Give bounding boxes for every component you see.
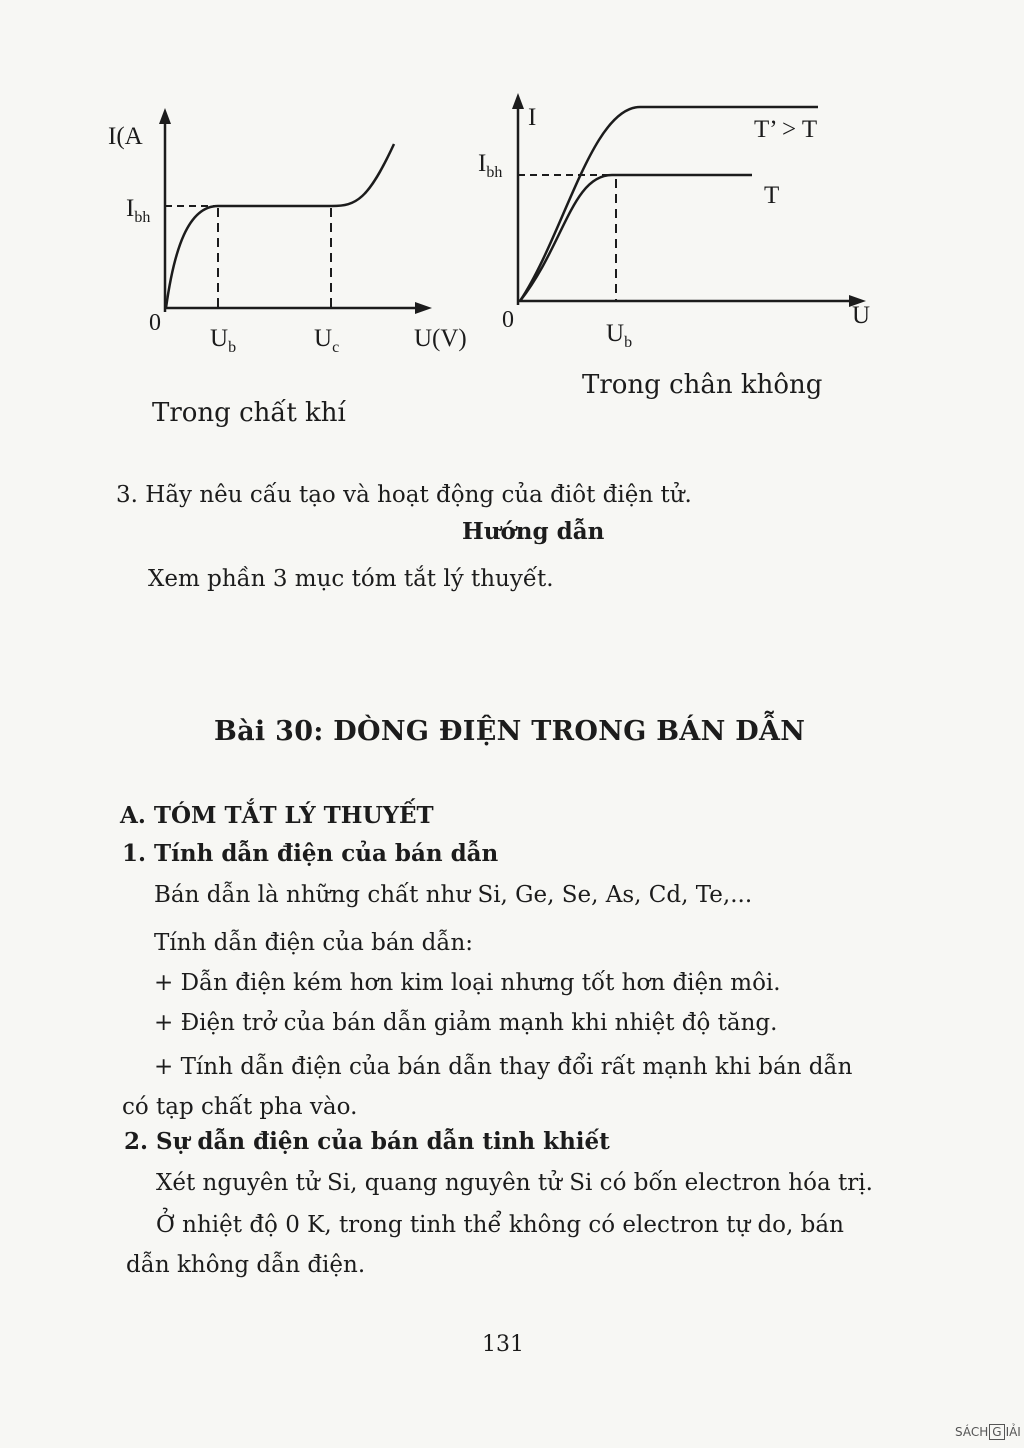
question-3-text: 3. Hãy nêu cấu tạo và hoạt động của điôt điện tử. bbox=[116, 482, 692, 508]
guide-text: Xem phần 3 mục tóm tắt lý thuyết. bbox=[148, 566, 554, 592]
right-ub-label: $U_b$ bbox=[606, 320, 633, 351]
left-x-axis-label: U(V) bbox=[414, 325, 467, 352]
subsection-1-line: + Điện trở của bán dẫn giảm mạnh khi nhiệt độ tăng. bbox=[154, 1010, 778, 1036]
left-origin-label: 0 bbox=[149, 310, 161, 336]
left-y-arrow bbox=[159, 108, 171, 124]
left-figure-caption: Trong chất khí bbox=[152, 398, 346, 428]
subsection-2-line: dẫn không dẫn điện. bbox=[126, 1252, 366, 1278]
section-a-heading: A. TÓM TẮT LÝ THUYẾT bbox=[120, 802, 434, 829]
subsection-2-heading: 2. Sự dẫn điện của bán dẫn tinh khiết bbox=[124, 1128, 610, 1155]
subsection-1-line: Tính dẫn điện của bán dẫn: bbox=[154, 930, 474, 956]
subsection-1-heading: 1. Tính dẫn điện của bán dẫn bbox=[122, 840, 499, 867]
right-saturation-label: $I_{bh}$ bbox=[478, 150, 503, 181]
right-figure-caption: Trong chân không bbox=[582, 370, 823, 400]
brand-text-left: SÁCH bbox=[955, 1425, 989, 1439]
right-curve-low-temperature bbox=[520, 175, 752, 301]
page-number: 131 bbox=[482, 1332, 524, 1357]
right-curve-low-label: T bbox=[764, 182, 780, 209]
left-iv-curve bbox=[166, 144, 394, 308]
left-saturation-label: $I_{bh}$ bbox=[126, 195, 151, 226]
left-uc-label: $U_c$ bbox=[314, 325, 340, 356]
right-x-axis-label: U bbox=[852, 302, 871, 329]
guide-heading: Hướng dẫn bbox=[462, 518, 605, 545]
left-ub-label: $U_b$ bbox=[210, 325, 237, 356]
left-y-axis-label: I(A bbox=[108, 123, 143, 150]
subsection-1-line: Bán dẫn là những chất như Si, Ge, Se, As, Cd, Te,... bbox=[154, 882, 753, 908]
right-y-arrow bbox=[512, 93, 524, 109]
vacuum-diode-iv-graph bbox=[472, 85, 882, 355]
brand-text-right: IẢI bbox=[1005, 1425, 1021, 1439]
right-origin-label: 0 bbox=[502, 307, 514, 333]
right-curve-high-label: T’ > T bbox=[754, 116, 818, 143]
subsection-1-line: có tạp chất pha vào. bbox=[122, 1094, 358, 1120]
subsection-2-line: Ở nhiệt độ 0 K, trong tinh thể không có electron tự do, bán bbox=[156, 1212, 844, 1238]
brand-logo-icon: G bbox=[989, 1424, 1004, 1440]
gas-discharge-iv-graph bbox=[100, 100, 480, 360]
left-x-arrow bbox=[415, 302, 432, 314]
right-y-axis-label: I bbox=[528, 104, 537, 131]
lesson-title: Bài 30: DÒNG ĐIỆN TRONG BÁN DẪN bbox=[214, 716, 806, 747]
brand-watermark bbox=[955, 1424, 1021, 1440]
subsection-1-line: + Tính dẫn điện của bán dẫn thay đổi rất mạnh khi bán dẫn bbox=[154, 1054, 853, 1080]
subsection-2-line: Xét nguyên tử Si, quang nguyên tử Si có bốn electron hóa trị. bbox=[156, 1170, 873, 1196]
subsection-1-line: + Dẫn điện kém hơn kim loại nhưng tốt hơn điện môi. bbox=[154, 970, 781, 996]
